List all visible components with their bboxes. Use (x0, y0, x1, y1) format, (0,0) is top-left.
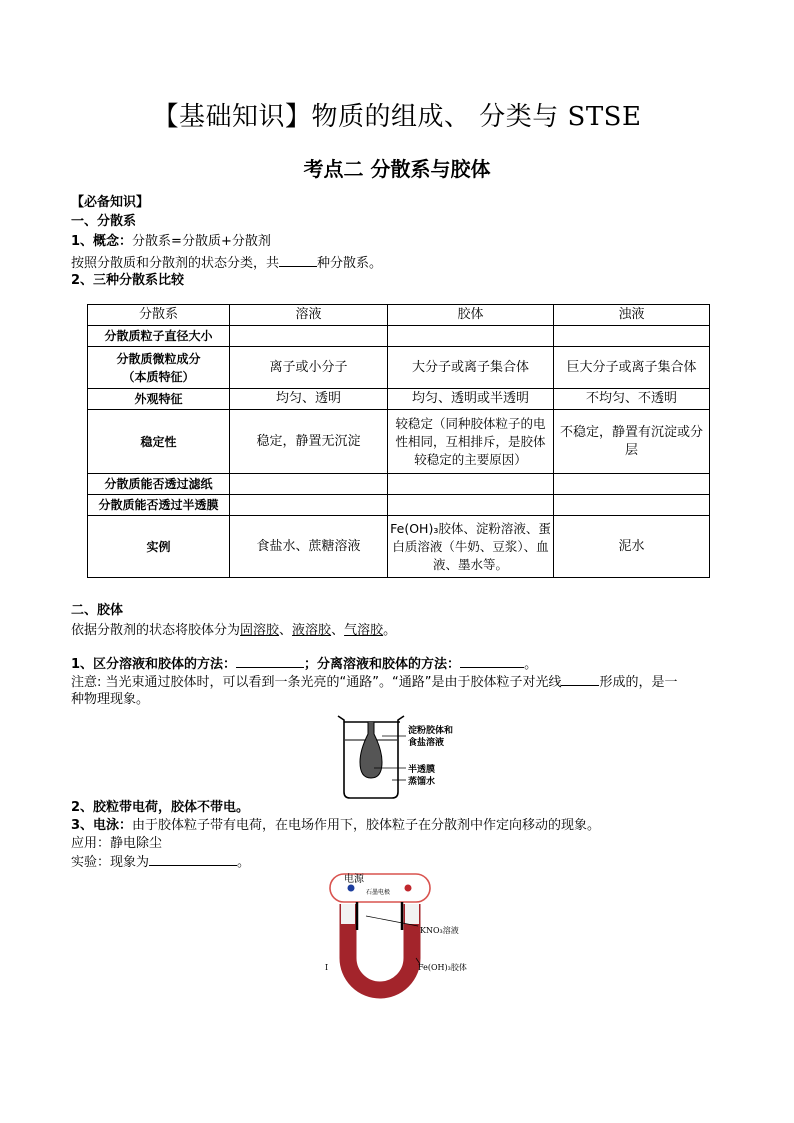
electrode-label: 石墨电极 (366, 889, 391, 896)
kno3-label: KNO₃溶液 (420, 926, 459, 935)
separate-blank[interactable] (460, 655, 524, 668)
positive-terminal (405, 885, 412, 892)
q3-text: 由于胶体粒子带有电荷，在电场作用下，胶体粒子在分散剂中作定向移动的现象。 (132, 818, 601, 833)
q3-label: 3、电泳： (71, 818, 133, 833)
separator: 、 (279, 623, 293, 638)
distinguish-blank[interactable] (236, 655, 304, 668)
concept-line (71, 233, 271, 251)
row-header: 稳定性 (88, 410, 230, 474)
dispersion-system-heading: 一、分散系 (71, 214, 137, 229)
section-subtitle: 考点二 分散系与胶体 (303, 157, 491, 181)
stray-mark: I (325, 963, 329, 972)
table-row (88, 389, 710, 410)
experiment-blank[interactable] (149, 853, 237, 866)
row-header-line2: （本质特征） (122, 369, 195, 384)
question-1 (71, 655, 537, 674)
note-part-b: 形成的，是一 (599, 675, 678, 690)
table-cell: 均匀、透明或半透明 (388, 389, 554, 410)
negative-terminal (348, 885, 355, 892)
colloid-type-gas: 气溶胶 (344, 623, 384, 638)
classify-pre: 按照分散质和分散剂的状态分类，共 (71, 256, 280, 271)
table-cell: 不均匀、不透明 (554, 389, 710, 410)
note-line-1 (71, 673, 677, 692)
fig1-label-water: 蒸馏水 (408, 777, 436, 787)
table-row (88, 410, 710, 474)
classify-line (71, 254, 382, 273)
table-row (88, 347, 710, 389)
semipermeable-bag (360, 722, 382, 778)
fig1-label-salt: 食盐溶液 (408, 738, 445, 748)
table-cell[interactable] (230, 326, 388, 347)
separator: 、 (331, 623, 345, 638)
q1-part-a: 1、区分溶液和胶体的方法： (71, 657, 237, 672)
period: 。 (524, 657, 538, 672)
note-line-2: 种物理现象。 (71, 692, 150, 707)
row-header: 分散质粒子直径大小 (88, 326, 230, 347)
colloid-pre: 依据分散剂的状态将胶体分为 (71, 623, 241, 638)
fig1-label-membrane: 半透膜 (408, 765, 436, 775)
page-title: 【基础知识】物质的组成、 分类与 STSE (152, 102, 642, 132)
question-2: 2、胶粒带电荷，胶体不带电。 (71, 800, 250, 815)
table-cell[interactable] (554, 495, 710, 516)
table-cell[interactable] (388, 326, 554, 347)
table-cell: 巨大分子或离子集合体 (554, 347, 710, 389)
colloid-type-solid: 固溶胶 (240, 623, 280, 638)
comparison-table (87, 304, 710, 578)
table-cell[interactable] (554, 326, 710, 347)
classify-blank[interactable] (279, 254, 317, 267)
table-cell: 离子或小分子 (230, 347, 388, 389)
period: 。 (383, 623, 397, 638)
table-cell: 稳定，静置无沉淀 (230, 410, 388, 474)
row-header-line1: 分散质微粒成分 (116, 351, 201, 366)
row-header: 分散质能否透过半透膜 (88, 495, 230, 516)
application-line: 应用：静电除尘 (71, 836, 163, 851)
table-cell: 泥水 (554, 516, 710, 578)
table-cell: Fe(OH)₃胶体、淀粉溶液、蛋白质溶液（牛奶、豆浆）、血液、墨水等。 (388, 516, 554, 578)
table-cell[interactable] (554, 474, 710, 495)
table-cell: 均匀、透明 (230, 389, 388, 410)
row-header: 外观特征 (88, 389, 230, 410)
table-header-row (88, 305, 710, 326)
table-cell: 大分子或离子集合体 (388, 347, 554, 389)
q1-part-b: ；分离溶液和胶体的方法： (304, 657, 461, 672)
classify-post: 种分散系。 (317, 256, 383, 271)
concept-label: 1、概念： (71, 234, 133, 249)
table-row (88, 516, 710, 578)
light-blank[interactable] (561, 673, 599, 686)
table-cell: 较稳定（同种胶体粒子的电性相同，互相排斥，是胶体较稳定的主要原因） (388, 410, 554, 474)
note-part-a: 注意: 当光束通过胶体时，可以看到一条光亮的“通路”。“通路”是由于胶体粒子对光线 (71, 675, 562, 690)
table-row (88, 474, 710, 495)
colloid-classify-line (71, 622, 396, 640)
colloid-heading: 二、胶体 (71, 603, 124, 618)
header-cell: 分散系 (88, 305, 230, 326)
header-cell: 溶液 (230, 305, 388, 326)
experiment-line (71, 853, 250, 872)
exp-pre: 实验：现象为 (71, 855, 150, 870)
table-cell[interactable] (230, 495, 388, 516)
table-row (88, 495, 710, 516)
colloid-type-liquid: 液溶胶 (292, 623, 332, 638)
table-cell: 食盐水、蔗糖溶液 (230, 516, 388, 578)
question-3 (71, 817, 600, 835)
header-cell: 浊液 (554, 305, 710, 326)
fig1-label-colloid: 淀粉胶体和 (408, 726, 454, 736)
row-header: 实例 (88, 516, 230, 578)
required-knowledge-heading: 【必备知识】 (71, 195, 150, 210)
table-row (88, 326, 710, 347)
table-cell[interactable] (388, 495, 554, 516)
table-cell[interactable] (388, 474, 554, 495)
table-cell[interactable] (230, 474, 388, 495)
feoh3-label: Fe(OH)₃胶体 (418, 963, 467, 972)
row-header: 分散质能否透过滤纸 (88, 474, 230, 495)
row-header (88, 347, 230, 389)
power-source-label: 电源 (344, 874, 364, 885)
concept-text: 分散系=分散质+分散剂 (132, 234, 271, 249)
compare-heading: 2、三种分散系比较 (71, 273, 185, 288)
table-cell: 不稳定，静置有沉淀或分层 (554, 410, 710, 474)
header-cell: 胶体 (388, 305, 554, 326)
period: 。 (237, 855, 251, 870)
